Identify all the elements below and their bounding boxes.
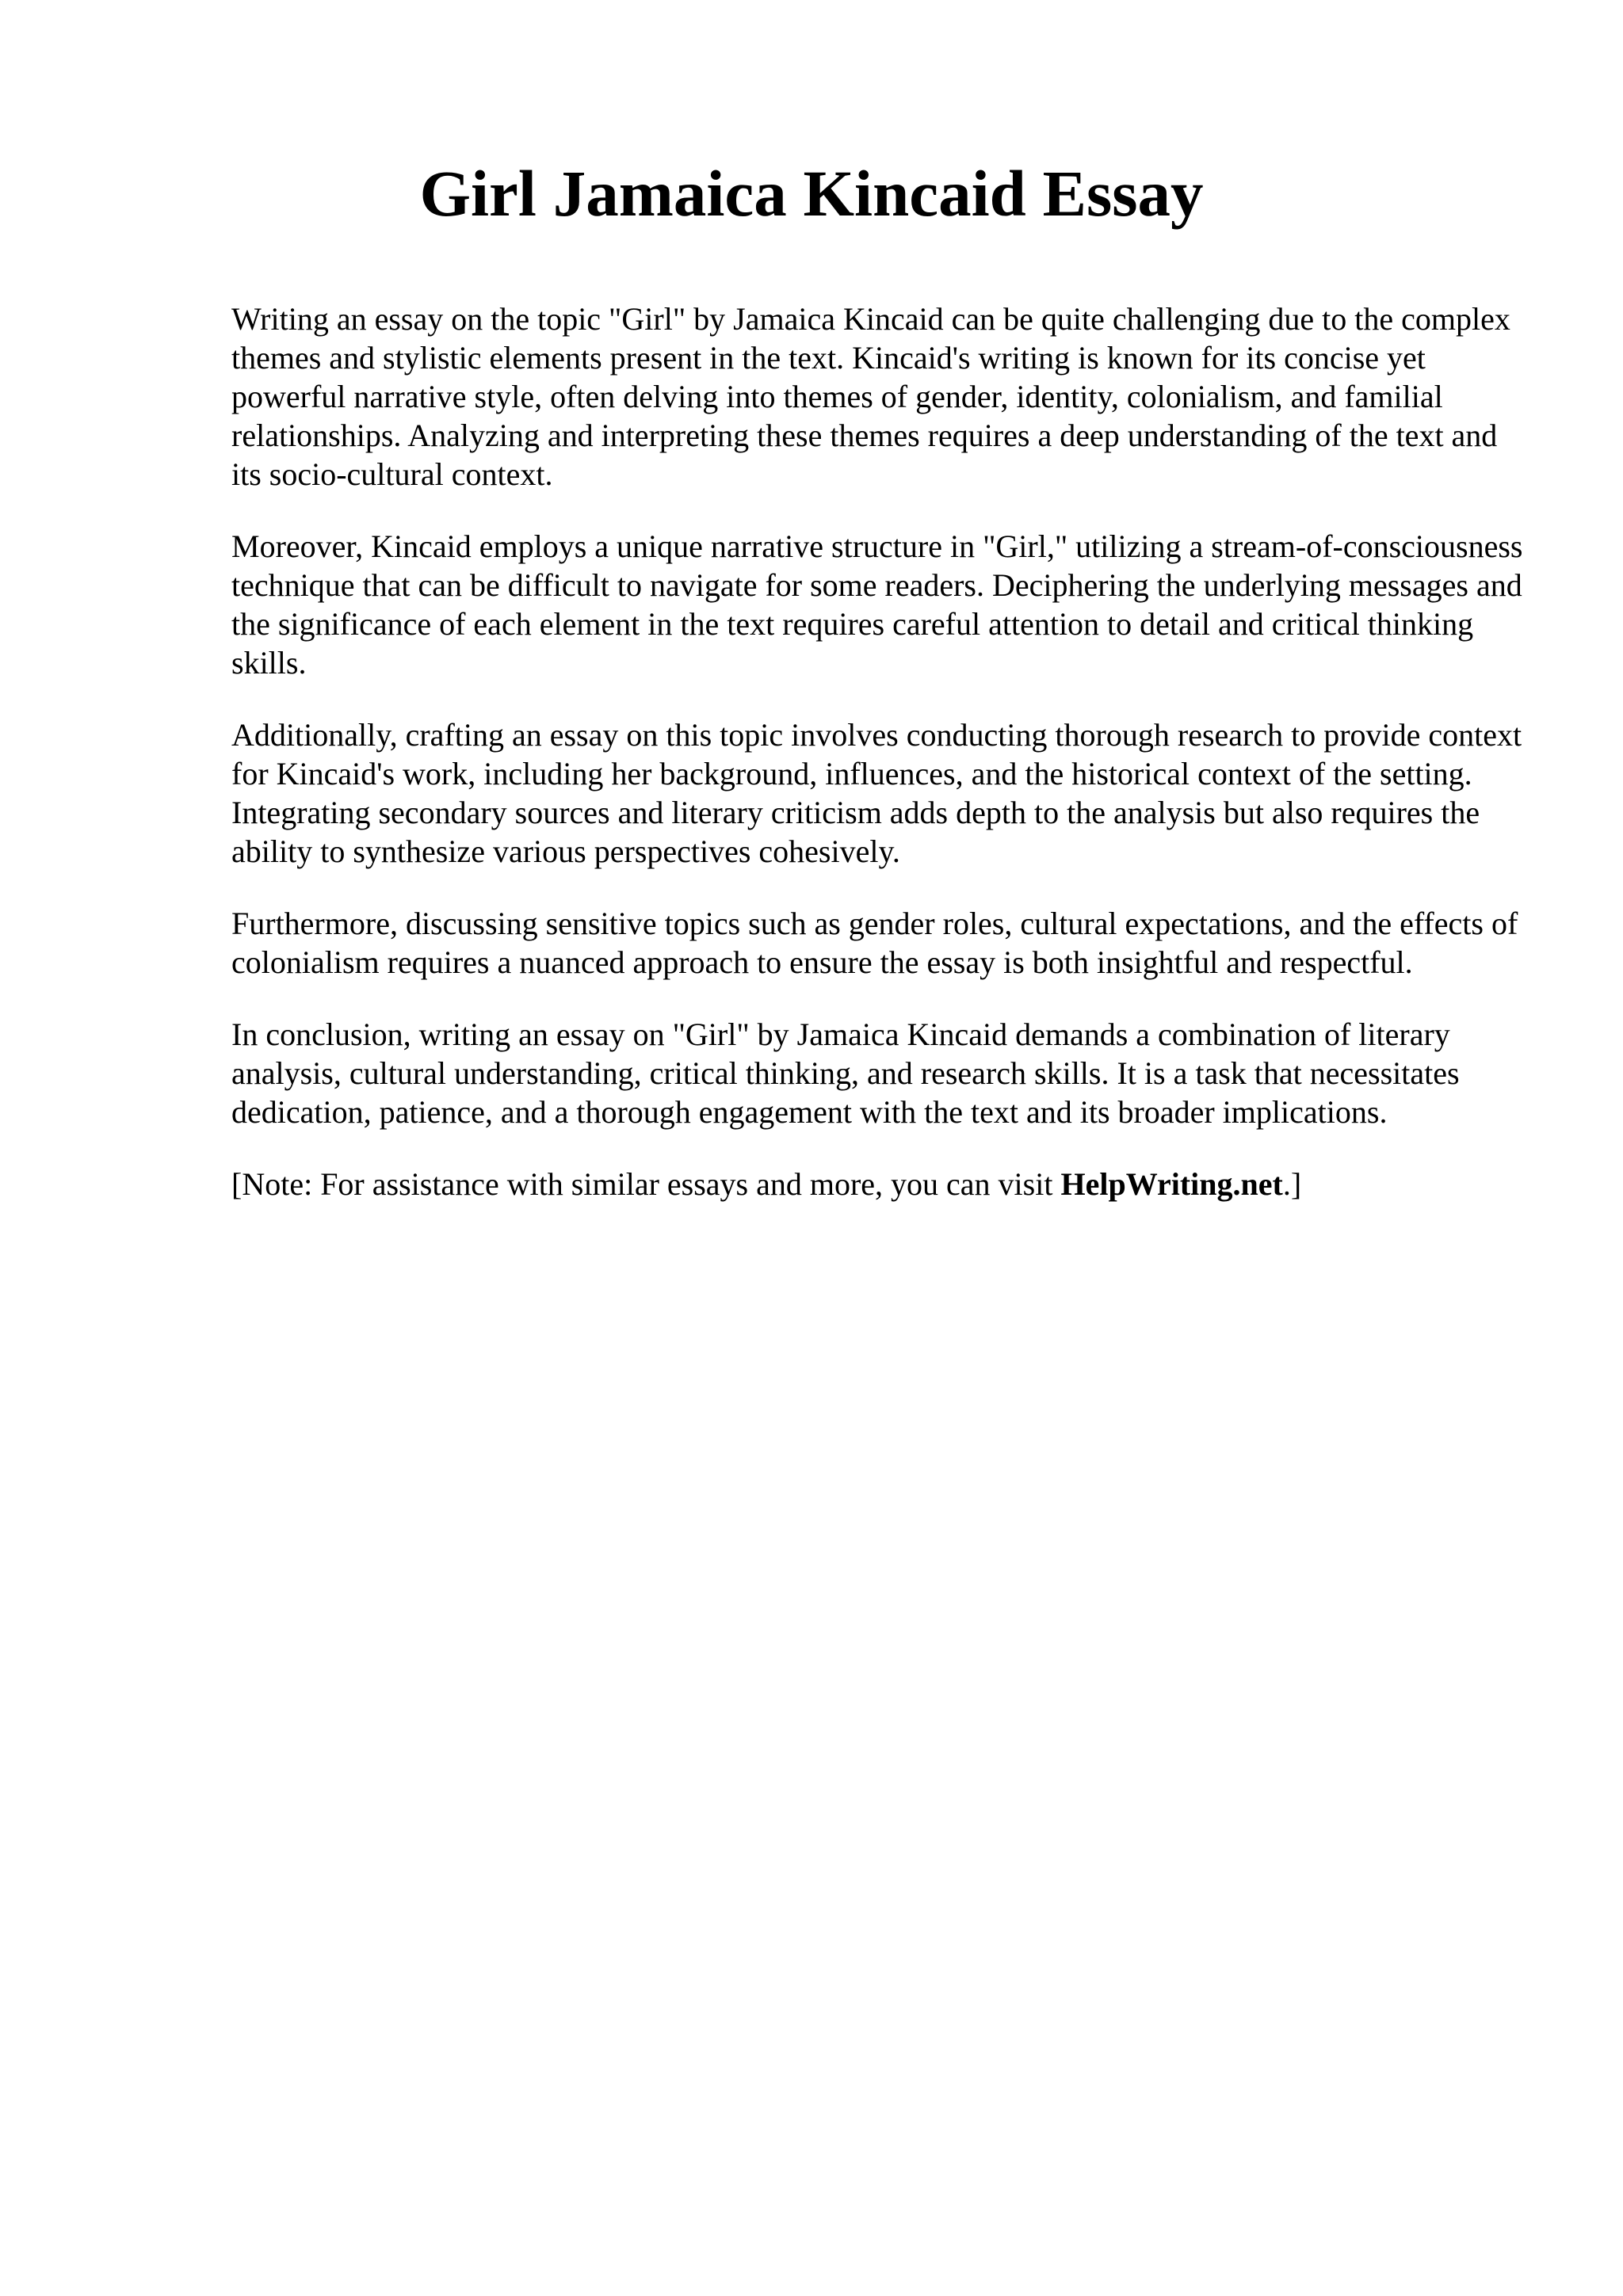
- paragraph-conclusion: In conclusion, writing an essay on "Girl" by Jamaica Kincaid demands a combination of literary analysis, cultural understanding, critical thinking, and research skills. It is a task that necessitates dedication, patience, and a thorough engagement with the text and its broader implications.: [231, 1016, 1460, 1130]
- note-prefix: [Note: For assistance with similar essays and more, you can visit: [231, 1166, 1061, 1202]
- paragraph-research: Additionally, crafting an essay on this topic involves conducting thorough research to provide context for Kincaid's work, including her background, influences, and the historical context of the setting. Integrating secondary sources and literary criticism adds depth to the analysis but also requires the ability to synthesize various perspectives cohesively.: [231, 717, 1522, 869]
- document-body: [231, 299, 1531, 1237]
- document-title: Girl Jamaica Kincaid Essay: [419, 157, 1204, 230]
- paragraph-sensitive-topics: Furthermore, discussing sensitive topics such as gender roles, cultural expectations, and the effects of colonialism requires a nuanced approach to ensure the essay is both insightful and respectful.: [231, 906, 1518, 980]
- note-suffix: .]: [1282, 1166, 1302, 1202]
- paragraph-structure: Moreover, Kincaid employs a unique narrative structure in "Girl," utilizing a stream-of-consciousness technique that can be difficult to navigate for some readers. Deciphering the underlying messages and the significance of each element in the text requires careful attention to detail and critical thinking skills.: [231, 528, 1523, 681]
- helpwriting-link[interactable]: HelpWriting.net: [1060, 1166, 1283, 1202]
- note-paragraph: [231, 1165, 1531, 1203]
- paragraph-intro: Writing an essay on the topic "Girl" by Jamaica Kincaid can be quite challenging due to the complex themes and stylistic elements present in the text. Kincaid's writing is known for its concise yet powerful narrative style, often delving into themes of gender, identity, colonialism, and familial relationships. Analyzing and interpreting these themes requires a deep understanding of the text and its socio-cultural context.: [231, 301, 1510, 492]
